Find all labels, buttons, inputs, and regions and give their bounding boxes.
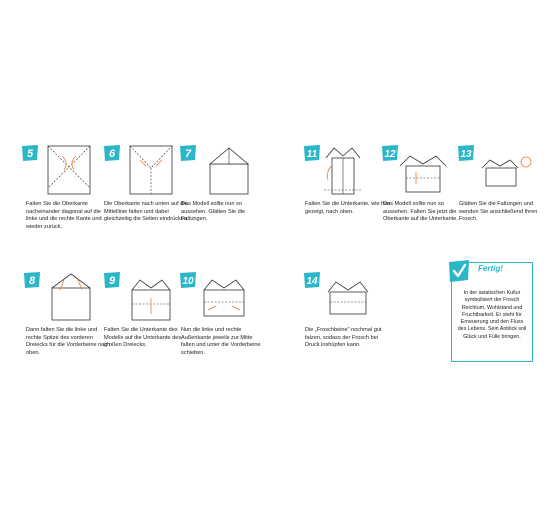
step-illustration-7 bbox=[204, 142, 254, 203]
step-illustration-8 bbox=[46, 268, 96, 329]
step-illustration-13 bbox=[476, 150, 536, 201]
step-caption-14: Die „Froschbeine“ nochmal gut falzen, sodass der Frosch bei Druck loshüpfen kann. bbox=[305, 327, 382, 349]
step-caption-7: Das Modell sollte nun so aussehen. Glätten Sie die Faltungen. bbox=[181, 201, 246, 223]
step-number: 14 bbox=[306, 276, 318, 287]
step-illustration-6 bbox=[126, 142, 176, 203]
step-number: 11 bbox=[306, 149, 318, 160]
step-badge-8 bbox=[22, 270, 42, 290]
step-badge-10 bbox=[178, 270, 198, 290]
step-caption-11: Falten Sie die Unterkante, wie hier gezeigt, nach oben. bbox=[305, 201, 391, 215]
step-caption-10: Nun die linke und rechte Außenkante jeweils zur Mitte falten und unter die Vorderbeine schieben. bbox=[181, 327, 261, 356]
step-illustration-10 bbox=[196, 272, 254, 327]
step-number: 5 bbox=[26, 148, 34, 160]
step-illustration-9 bbox=[124, 268, 178, 329]
step-badge-14 bbox=[302, 270, 322, 290]
step-badge-13 bbox=[456, 143, 476, 163]
step-number: 8 bbox=[28, 275, 36, 287]
step-number: 12 bbox=[384, 149, 396, 160]
step-badge-6 bbox=[102, 143, 122, 163]
checkmark-icon bbox=[446, 258, 472, 284]
step-number: 13 bbox=[460, 149, 472, 160]
done-text: In der asiatischen Kultur symbolisiert der Frosch Reichtum, Wohlstand und Fruchtbarkeit. Er steht für Erneuerung und den Fluss des Lebens. Sein Anblick soll Glück und Fülle bringen. bbox=[457, 290, 527, 340]
step-badge-5 bbox=[20, 143, 40, 163]
done-title: Fertig! bbox=[478, 264, 503, 273]
step-number: 6 bbox=[108, 148, 116, 160]
step-illustration-11 bbox=[318, 140, 368, 205]
step-badge-7 bbox=[178, 143, 198, 163]
step-caption-12: Das Modell sollte nun so aussehen. Falten Sie jetzt die Oberkante auf die Unterkante. bbox=[383, 201, 458, 223]
step-badge-9 bbox=[102, 270, 122, 290]
step-caption-6: Die Oberkante nach unten auf die Mittellinie falten und dabei gleichzeitig die Seiten eindrücken. bbox=[104, 201, 189, 223]
step-number: 9 bbox=[108, 275, 116, 287]
step-caption-5: Falten Sie die Oberkante nacheinander diagonal auf die linke und die rechte Kante und wieder zurück. bbox=[26, 201, 102, 230]
step-caption-13: Glätten Sie die Faltungen und wenden Sie anschließend Ihren Frosch. bbox=[459, 201, 538, 223]
step-caption-8: Dann falten Sie die linke und rechte Spitze des vorderen Dreiecks für die Vorderbeine nach oben. bbox=[26, 327, 111, 356]
step-illustration-14 bbox=[322, 274, 378, 325]
step-illustration-5 bbox=[44, 142, 94, 203]
step-illustration-12 bbox=[396, 148, 450, 203]
step-number: 10 bbox=[182, 276, 194, 287]
step-number: 7 bbox=[184, 148, 192, 160]
step-caption-9: Falten Sie die Unterkante des Modells auf die Unterkante des großen Dreiecks. bbox=[104, 327, 182, 349]
